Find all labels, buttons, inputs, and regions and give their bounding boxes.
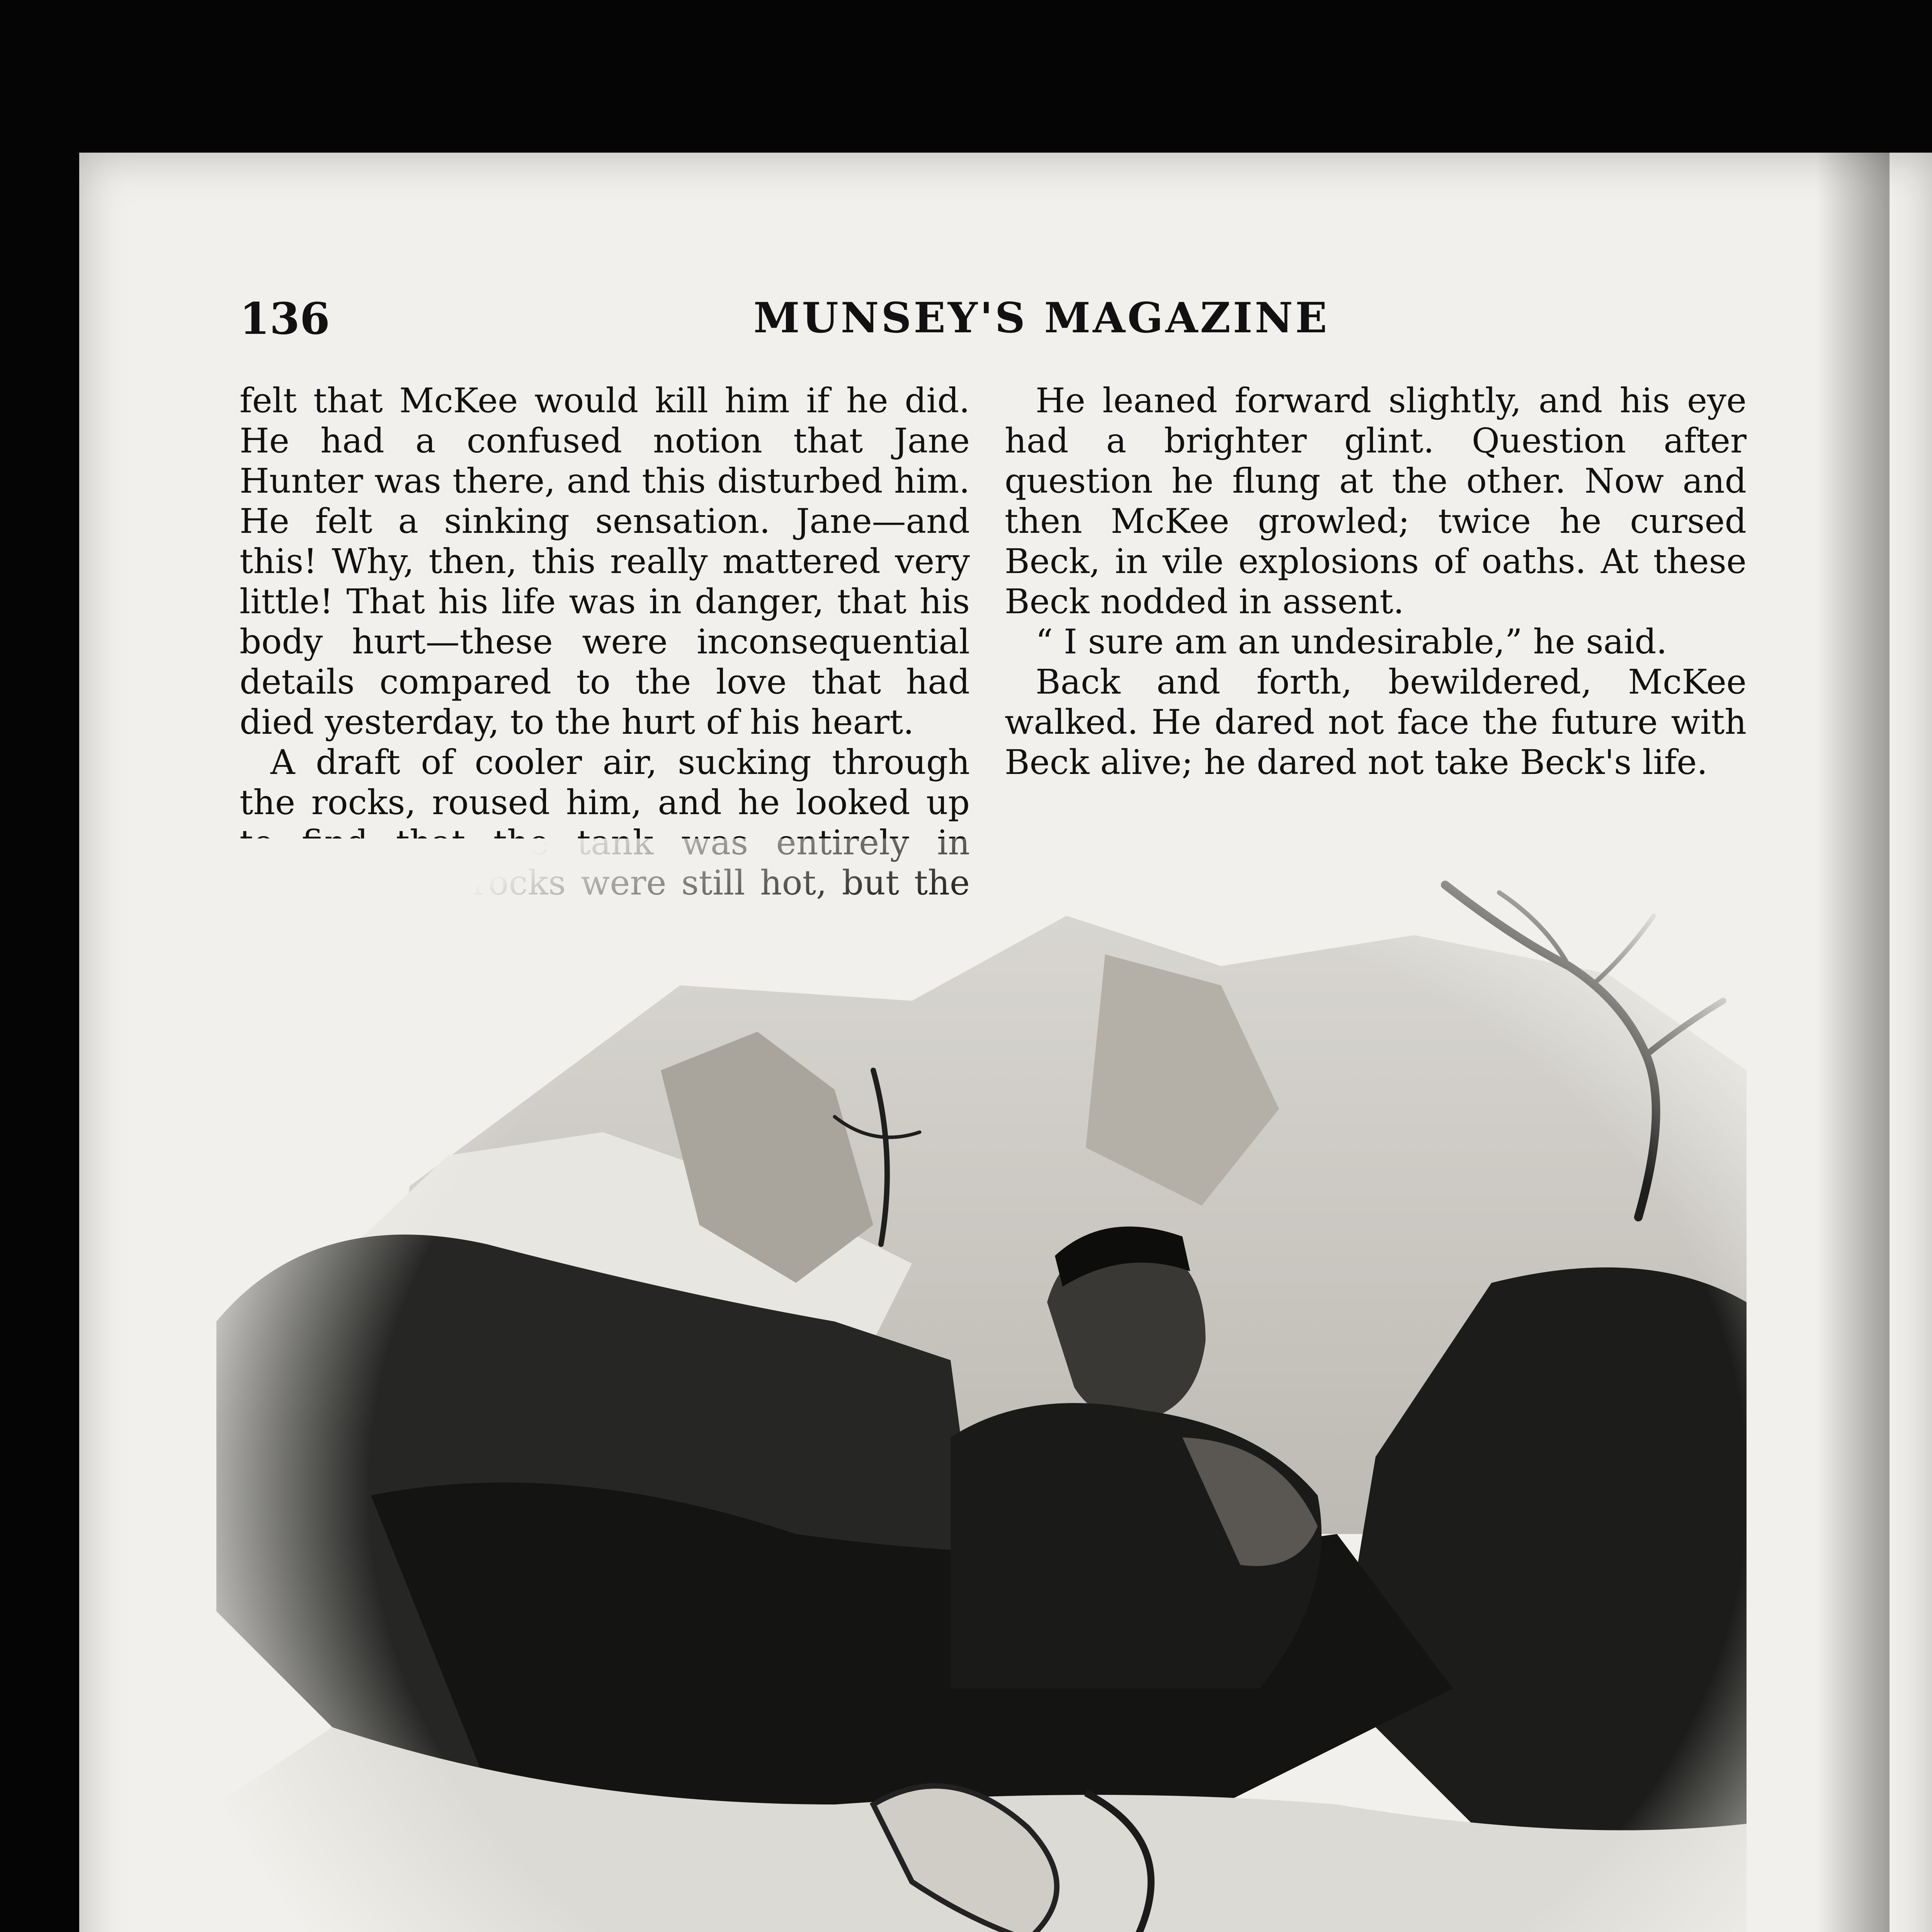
paragraph: He leaned forward slightly, and his eye had a brighter glint. Question after question he flung at the other. Now and then McKee growled; twice he cursed Beck, in vile explosions of oaths. At these Beck nodded in assent. (1005, 381, 1747, 621)
paragraph: Back and forth, bewildered, McKee walked. He dared not face the future with Beck alive; he dared not take Beck's life. (1005, 662, 1747, 782)
gutter-shadow (1816, 153, 1889, 1932)
column-top-right (1005, 381, 1747, 782)
paragraph: felt that McKee would kill him if he did. He had a confused notion that Jane Hunter was there, and this disturbed him. He felt a sinking sensation. Jane—and this! Why, then, this really mattered very little! That his life was in danger, that his body hurt—these were inconsequential details compared to the love that had died yesterday, to the hurt of his heart. (240, 381, 970, 742)
running-head: MUNSEY'S MAGAZINE (753, 294, 1330, 342)
page-header (240, 294, 1739, 344)
paragraph: “ I sure am an undesirable,” he said. (1036, 622, 1667, 662)
paragraph: A draft of cooler air, sucking through the rocks, roused him, and he looked up (240, 742, 970, 822)
illustration (216, 838, 1747, 1932)
page-number: 136 (240, 294, 330, 344)
